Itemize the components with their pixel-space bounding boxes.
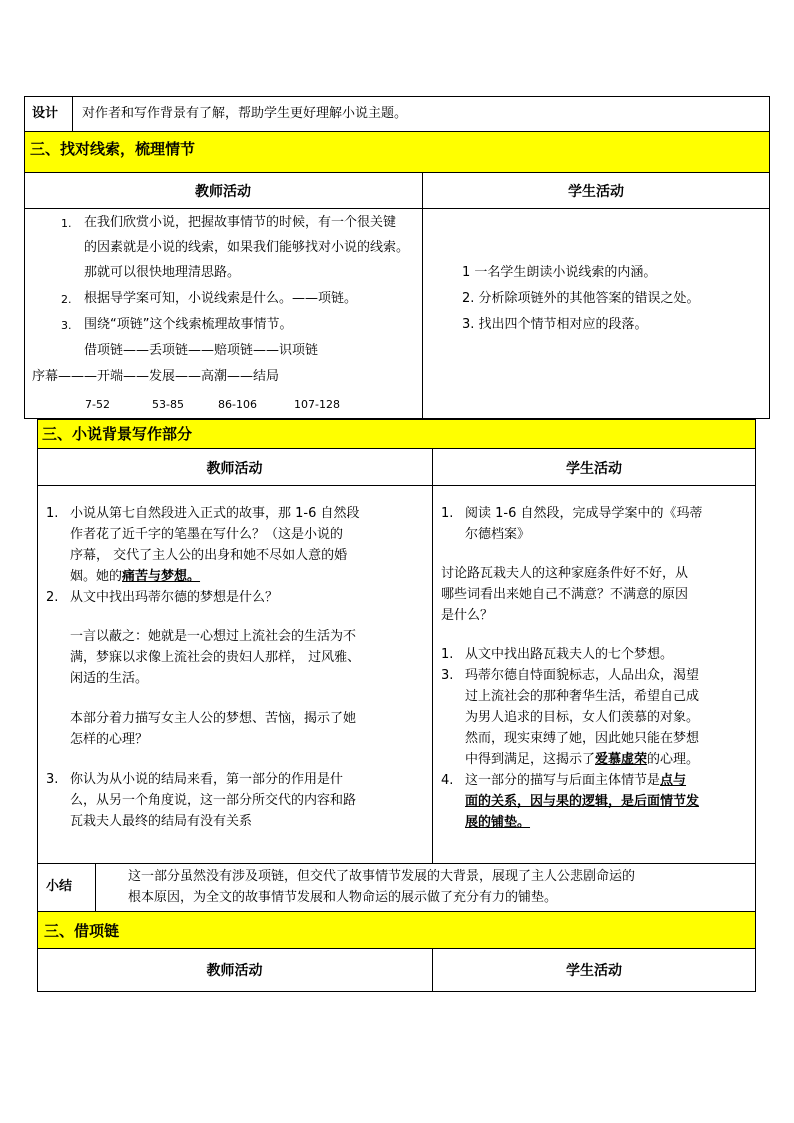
- summary-line: 这一部分虽然没有涉及项链，但交代了故事情节发展的大背景，展现了主人公悲剧命运的: [128, 869, 636, 884]
- summary-label: 小结: [46, 879, 73, 894]
- emphasis-text: 爱慕虚荣: [595, 752, 648, 767]
- section1-student-header: 学生活动: [568, 184, 624, 200]
- section3-teacher-header: 教师活动: [206, 963, 263, 979]
- teacher-line: 在我们欣赏小说，把握故事情节的时候，有一个很关键: [84, 215, 397, 230]
- student-text: 这一部分的描写与后面主体情节是: [465, 773, 661, 788]
- list-number: 4.: [441, 773, 454, 788]
- emphasis-text: 点与: [660, 773, 687, 788]
- list-number: 1.: [46, 506, 59, 521]
- section2-student-header: 学生活动: [566, 461, 622, 477]
- student-line: [465, 770, 686, 791]
- teacher-line: 根据导学案可知，小说线索是什么。——项链。: [84, 291, 358, 306]
- teacher-line: 满，梦寐以求像上流社会的贵妇人那样， 过风雅、: [70, 650, 361, 665]
- section1-teacher-header: 教师活动: [195, 184, 251, 200]
- list-number: 1.: [61, 217, 72, 230]
- teacher-line: 瓦栽夫人最终的结局有没有关系: [70, 814, 253, 829]
- row-divider: [37, 948, 756, 949]
- list-number: 2.: [61, 293, 72, 306]
- student-line: 为男人追求的目标，女人们羡慕的对象。: [465, 710, 700, 725]
- teacher-line: 你认为从小说的结局来看，第一部分的作用是什: [70, 772, 344, 787]
- col-divider: [95, 863, 96, 911]
- teacher-line: 么，从另一个角度说，这一部分所交代的内容和路: [70, 793, 357, 808]
- teacher-line: 怎样的心理？: [70, 732, 149, 747]
- section2-teacher-header: 教师活动: [206, 461, 263, 477]
- list-number: 3.: [441, 668, 454, 683]
- section3-title-bar: [38, 912, 755, 948]
- col-divider: [72, 96, 73, 131]
- teacher-line: 围绕“项链”这个线索梳理故事情节。: [84, 317, 293, 332]
- range-label: 107-128: [294, 398, 340, 411]
- section3-title: 三、借项链: [44, 922, 120, 940]
- student-text: 中得到满足，这揭示了: [465, 752, 596, 767]
- teacher-line: 作者花了近千字的笔墨在写什么？（这是小说的: [70, 527, 344, 542]
- range-label: 53-85: [152, 398, 184, 411]
- student-line: 阅读 1-6 自然段，完成导学案中的《玛蒂: [465, 506, 703, 521]
- student-text: 的心理。: [647, 752, 700, 767]
- col-divider: [432, 448, 433, 863]
- design-label: 设计: [32, 106, 59, 121]
- row-divider: [24, 208, 770, 209]
- row-divider: [37, 863, 756, 864]
- list-number: 1.: [441, 506, 454, 521]
- teacher-line: 本部分着力描写女主人公的梦想、苦恼，揭示了她: [70, 711, 357, 726]
- list-number: 3.: [61, 319, 72, 332]
- row-divider: [37, 448, 756, 449]
- student-line: [465, 749, 699, 770]
- student-line: 1 一名学生朗读小说线索的内涵。: [462, 265, 657, 280]
- teacher-line: 闲适的生活。: [70, 671, 149, 686]
- range-label: 86-106: [218, 398, 257, 411]
- emphasis-text: 痛苦与梦想。: [122, 569, 201, 584]
- list-number: 3.: [46, 772, 59, 787]
- emphasis-line: 面的关系，因与果的逻辑，是后面情节发: [465, 794, 700, 809]
- teacher-line: 小说从第七自然段进入正式的故事，那 1-6 自然段: [70, 506, 360, 521]
- summary-line: 根本原因，为全文的故事情节发展和人物命运的展示做了充分有力的铺垫。: [128, 890, 558, 905]
- section1-title: 三、找对线索，梳理情节: [30, 140, 196, 158]
- teacher-line: 一言以蔽之：她就是一心想过上流社会的生活为不: [70, 629, 357, 644]
- row-divider: [24, 172, 770, 173]
- teacher-line: 从文中找出玛蒂尔德的梦想是什么？: [70, 590, 279, 605]
- student-line: 讨论路瓦栽夫人的这种家庭条件好不好，从: [441, 566, 689, 581]
- col-divider: [422, 172, 423, 419]
- list-number: 1.: [441, 647, 454, 662]
- teacher-text: 姻。她的: [70, 569, 123, 584]
- student-line: 3. 找出四个情节相对应的段落。: [462, 317, 648, 332]
- student-line: 玛蒂尔德自恃面貌标志，人品出众，渴望: [465, 668, 700, 683]
- teacher-line: 的因素就是小说的线索，如果我们能够找对小说的线索。: [84, 240, 410, 255]
- teacher-line: 序幕， 交代了主人公的出身和她不尽如人意的婚: [70, 548, 348, 563]
- emphasis-line: 展的铺垫。: [465, 815, 531, 830]
- design-text: 对作者和写作背景有了解，帮助学生更好理解小说主题。: [82, 106, 408, 121]
- section2-title: 三、小说背景写作部分: [42, 425, 193, 443]
- teacher-line: 那就可以很快地理清思路。: [84, 265, 241, 280]
- student-line: 哪些词看出来她自己不满意？不满意的原因: [441, 587, 689, 602]
- student-line: 过上流社会的那种奢华生活，希望自己成: [465, 689, 700, 704]
- student-line: 然而，现实束缚了她，因此她只能在梦想: [465, 731, 700, 746]
- list-number: 2.: [46, 590, 59, 605]
- student-line: 2. 分析除项链外的其他答案的错误之处。: [462, 291, 700, 306]
- row-divider: [37, 485, 756, 486]
- student-line: 从文中找出路瓦栽夫人的七个梦想。: [465, 647, 674, 662]
- student-line: 是什么？: [441, 608, 494, 623]
- range-label: 7-52: [85, 398, 110, 411]
- teacher-line: 序幕———开端——发展——高潮——结局: [32, 369, 280, 384]
- student-line: 尔德档案》: [465, 527, 531, 542]
- section3-student-header: 学生活动: [566, 963, 622, 979]
- teacher-line: 借项链——丢项链——赔项链——识项链: [84, 343, 319, 358]
- teacher-line: [70, 566, 200, 587]
